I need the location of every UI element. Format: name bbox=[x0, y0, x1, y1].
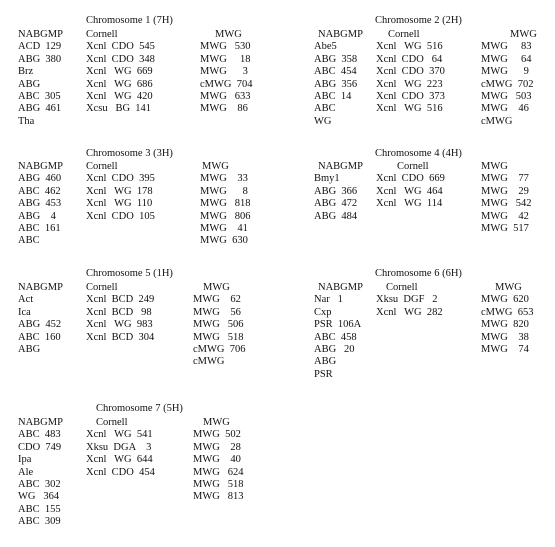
marker-entry: Xcnl WG 282 bbox=[376, 306, 443, 318]
marker-entry: PSR bbox=[314, 368, 333, 380]
marker-entry: ACD 129 bbox=[18, 41, 62, 53]
marker-entry: MWG 806 bbox=[200, 210, 251, 222]
marker-entry: ABC 309 bbox=[18, 516, 61, 528]
marker-entry: ABC 458 bbox=[314, 331, 357, 343]
marker-entry: MWG 40 bbox=[193, 454, 241, 466]
marker-entry: MWG 633 bbox=[200, 90, 251, 102]
marker-entry: WG 364 bbox=[18, 491, 60, 503]
marker-entry: MWG 506 bbox=[193, 319, 244, 331]
marker-entry: Xcnl WG 516 bbox=[376, 103, 443, 115]
cornell-column bbox=[86, 417, 155, 479]
marker-entry: MWG 46 bbox=[481, 103, 529, 115]
nabgmp-header: NABGMP bbox=[18, 282, 63, 293]
nabgmp-column bbox=[314, 282, 363, 381]
marker-entry: MWG 518 bbox=[193, 331, 244, 343]
marker-entry: MWG 41 bbox=[200, 222, 248, 234]
marker-entry: MWG 29 bbox=[481, 185, 529, 197]
marker-entry: ABG 460 bbox=[18, 173, 62, 185]
chromosome-title: Chromosome 2 (2H) bbox=[375, 15, 462, 26]
marker-entry: MWG 630 bbox=[200, 235, 248, 247]
mwg-column bbox=[193, 282, 246, 369]
nabgmp-column bbox=[18, 282, 63, 356]
marker-entry: MWG 8 bbox=[200, 185, 248, 197]
marker-entry: MWG 64 bbox=[481, 53, 532, 65]
marker-entry: ABC 160 bbox=[18, 331, 61, 343]
marker-entry: Xcnl WG 983 bbox=[86, 319, 153, 331]
nabgmp-header: NABGMP bbox=[18, 417, 63, 428]
marker-entry: cMWG 704 bbox=[200, 78, 253, 90]
cornell-header: Cornell bbox=[386, 282, 418, 293]
marker-entry: Xcnl BCD 249 bbox=[86, 294, 155, 306]
mwg-header: MWG bbox=[203, 417, 230, 428]
marker-entry: MWG 42 bbox=[481, 210, 529, 222]
nabgmp-column bbox=[18, 29, 63, 128]
nabgmp-header: NABGMP bbox=[318, 282, 363, 293]
marker-entry: Bmy1 bbox=[314, 173, 340, 185]
cornell-header: Cornell bbox=[86, 282, 118, 293]
marker-entry: ABG 4 bbox=[18, 210, 56, 222]
marker-entry: Xcnl WG 644 bbox=[86, 454, 153, 466]
marker-entry: MWG 74 bbox=[481, 343, 529, 355]
mwg-header: MWG bbox=[202, 161, 229, 172]
marker-entry: MWG 518 bbox=[193, 478, 244, 490]
marker-entry: MWG 18 bbox=[200, 53, 251, 65]
marker-entry: MWG 517 bbox=[481, 222, 529, 234]
cornell-column bbox=[86, 29, 155, 116]
cornell-header: Cornell bbox=[86, 161, 118, 172]
marker-entry: Xcsu BG 141 bbox=[86, 103, 152, 115]
marker-entry: MWG 62 bbox=[193, 294, 241, 306]
cornell-header: Cornell bbox=[86, 29, 118, 40]
marker-entry: ABC bbox=[314, 103, 336, 115]
marker-entry: ABC 302 bbox=[18, 478, 61, 490]
cornell-column bbox=[86, 282, 154, 344]
nabgmp-header: NABGMP bbox=[318, 161, 363, 172]
mwg-header: MWG bbox=[203, 282, 230, 293]
marker-entry: ABG 452 bbox=[18, 319, 62, 331]
marker-entry: ABC 462 bbox=[18, 185, 61, 197]
marker-entry: Tha bbox=[18, 115, 35, 127]
marker-entry: ABG 380 bbox=[18, 53, 62, 65]
marker-entry: MWG 813 bbox=[193, 491, 244, 503]
marker-entry: MWG 530 bbox=[200, 41, 251, 53]
marker-entry: MWG 503 bbox=[481, 90, 532, 102]
chromosome-title: Chromosome 1 (7H) bbox=[86, 15, 173, 26]
marker-entry: ABG 453 bbox=[18, 198, 62, 210]
marker-entry: cMWG bbox=[193, 356, 225, 368]
marker-entry: Xcnl BCD 98 bbox=[86, 306, 152, 318]
marker-entry: MWG 502 bbox=[193, 429, 241, 441]
nabgmp-column bbox=[314, 161, 363, 223]
marker-entry: ABC 161 bbox=[18, 222, 61, 234]
marker-entry: Xcnl CDO 395 bbox=[86, 173, 155, 185]
nabgmp-column bbox=[314, 29, 363, 128]
mwg-column bbox=[200, 29, 253, 116]
nabgmp-header: NABGMP bbox=[18, 29, 63, 40]
marker-entry: cMWG 706 bbox=[193, 343, 246, 355]
marker-entry: Xcnl CDO 105 bbox=[86, 210, 155, 222]
marker-entry: MWG 33 bbox=[200, 173, 248, 185]
marker-entry: Xcnl WG 464 bbox=[376, 185, 443, 197]
marker-entry: MWG 56 bbox=[193, 306, 241, 318]
chromosome-title: Chromosome 3 (3H) bbox=[86, 148, 173, 159]
nabgmp-column bbox=[18, 161, 63, 248]
marker-entry: Xcnl CDO 669 bbox=[376, 173, 445, 185]
marker-entry: Ica bbox=[18, 306, 31, 318]
marker-entry: ABC 155 bbox=[18, 503, 61, 515]
marker-entry: Abe5 bbox=[314, 41, 337, 53]
nabgmp-header: NABGMP bbox=[318, 29, 363, 40]
cornell-header: Cornell bbox=[397, 161, 429, 172]
marker-entry: MWG 3 bbox=[200, 66, 248, 78]
cornell-column bbox=[376, 29, 445, 116]
mwg-header: MWG bbox=[215, 29, 242, 40]
marker-entry: MWG 624 bbox=[193, 466, 244, 478]
marker-entry: MWG 83 bbox=[481, 41, 532, 53]
marker-entry: Xcnl CDO 545 bbox=[86, 41, 155, 53]
marker-entry: Xksu DGA 3 bbox=[86, 441, 152, 453]
marker-entry: Xcnl BCD 304 bbox=[86, 331, 155, 343]
marker-entry: ABG bbox=[18, 78, 41, 90]
marker-entry: Xcnl CDO 370 bbox=[376, 66, 445, 78]
chromosome-title: Chromosome 5 (1H) bbox=[86, 268, 173, 279]
marker-entry: Xcnl CDO 64 bbox=[376, 53, 443, 65]
marker-entry: cMWG 702 bbox=[481, 78, 534, 90]
marker-entry: MWG 818 bbox=[200, 198, 251, 210]
cornell-column bbox=[376, 282, 443, 319]
marker-entry: Xcnl WG 114 bbox=[376, 198, 443, 210]
mwg-header: MWG bbox=[495, 282, 522, 293]
marker-entry: ABC 483 bbox=[18, 429, 61, 441]
marker-entry: ABC 14 bbox=[314, 90, 352, 102]
marker-entry: CDO 749 bbox=[18, 441, 62, 453]
chromosome-title: Chromosome 6 (6H) bbox=[375, 268, 462, 279]
nabgmp-header: NABGMP bbox=[18, 161, 63, 172]
marker-entry: MWG 9 bbox=[481, 66, 529, 78]
marker-entry: ABG 472 bbox=[314, 198, 358, 210]
nabgmp-column bbox=[18, 417, 63, 529]
marker-entry: Ale bbox=[18, 466, 34, 478]
marker-entry: Xcnl CDO 348 bbox=[86, 53, 155, 65]
marker-entry: ABG 461 bbox=[18, 103, 62, 115]
marker-entry: cMWG bbox=[481, 115, 513, 127]
marker-entry: Xcnl WG 541 bbox=[86, 429, 153, 441]
marker-entry: Nar 1 bbox=[314, 294, 343, 306]
marker-entry: ABG 484 bbox=[314, 210, 358, 222]
marker-entry: Xcnl CDO 454 bbox=[86, 466, 155, 478]
marker-entry: MWG 77 bbox=[481, 173, 529, 185]
marker-entry: Xcnl WG 669 bbox=[86, 66, 153, 78]
marker-entry: MWG 38 bbox=[481, 331, 529, 343]
marker-entry: PSR 106A bbox=[314, 319, 362, 331]
marker-entry: ABG bbox=[314, 356, 337, 368]
cornell-column bbox=[376, 161, 445, 211]
marker-entry: Ipa bbox=[18, 454, 32, 466]
mwg-column bbox=[481, 29, 537, 128]
marker-entry: Xcnl WG 178 bbox=[86, 185, 153, 197]
mwg-column bbox=[481, 282, 534, 356]
marker-entry: Cxp bbox=[314, 306, 332, 318]
marker-entry: ABC 305 bbox=[18, 90, 61, 102]
marker-entry: ABG bbox=[18, 343, 41, 355]
marker-entry: MWG 820 bbox=[481, 319, 529, 331]
marker-entry: Xcnl WG 516 bbox=[376, 41, 443, 53]
marker-entry: Brz bbox=[18, 66, 34, 78]
marker-entry: MWG 28 bbox=[193, 441, 241, 453]
marker-entry: Xcnl WG 110 bbox=[86, 198, 153, 210]
mwg-column bbox=[193, 417, 243, 504]
cornell-header: Cornell bbox=[96, 417, 128, 428]
marker-entry: Xksu DGF 2 bbox=[376, 294, 438, 306]
marker-entry: WG bbox=[314, 115, 332, 127]
marker-entry: MWG 620 bbox=[481, 294, 529, 306]
chromosome-title: Chromosome 4 (4H) bbox=[375, 148, 462, 159]
mwg-header: MWG bbox=[510, 29, 537, 40]
marker-entry: MWG 86 bbox=[200, 103, 248, 115]
marker-entry: ABG 356 bbox=[314, 78, 358, 90]
cornell-header: Cornell bbox=[388, 29, 420, 40]
mwg-column bbox=[200, 161, 250, 248]
marker-entry: Act bbox=[18, 294, 34, 306]
mwg-column bbox=[481, 161, 531, 235]
cornell-column bbox=[86, 161, 155, 223]
marker-entry: ABG 358 bbox=[314, 53, 358, 65]
marker-entry: ABG 20 bbox=[314, 343, 355, 355]
chromosome-title: Chromosome 7 (5H) bbox=[96, 403, 183, 414]
marker-entry: Xcnl CDO 373 bbox=[376, 90, 445, 102]
marker-entry: ABC 454 bbox=[314, 66, 357, 78]
marker-entry: MWG 542 bbox=[481, 198, 532, 210]
marker-entry: Xcnl WG 420 bbox=[86, 90, 153, 102]
marker-entry: ABC bbox=[18, 235, 40, 247]
marker-entry: ABG 366 bbox=[314, 185, 358, 197]
marker-entry: Xcnl WG 686 bbox=[86, 78, 153, 90]
marker-entry: MWG bbox=[481, 161, 508, 172]
marker-entry: Xcnl WG 223 bbox=[376, 78, 443, 90]
marker-entry: cMWG 653 bbox=[481, 306, 534, 318]
